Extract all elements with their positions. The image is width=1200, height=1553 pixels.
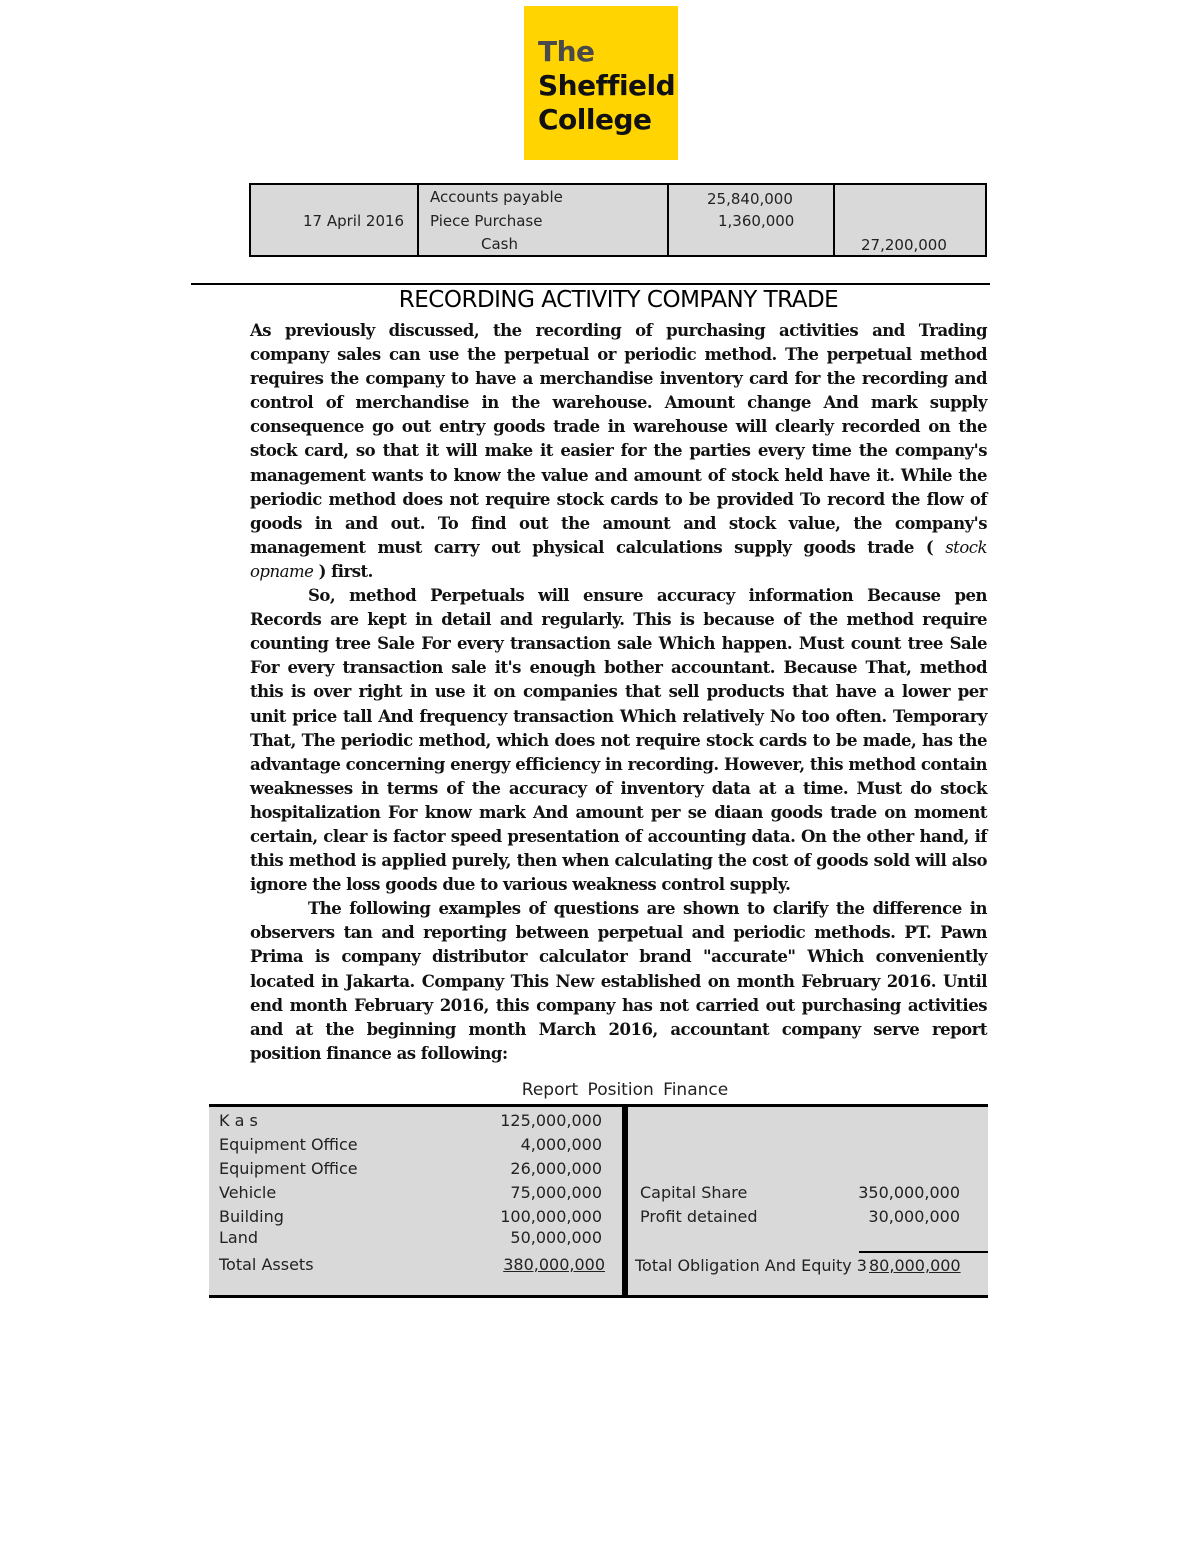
asset-label: Equipment Office: [219, 1135, 358, 1154]
finance-table-title: Report Position Finance: [521, 1080, 729, 1100]
logo-line-sheffield: Sheffield: [538, 69, 676, 102]
asset-value: 4,000,000: [520, 1135, 602, 1154]
asset-value: 26,000,000: [510, 1159, 602, 1178]
body-text: [250, 319, 987, 1066]
logo-line-college: College: [538, 103, 652, 136]
equity-label: Profit detained: [640, 1207, 758, 1226]
total-equity-value: 80,000,000: [869, 1256, 961, 1275]
asset-label: K a s: [219, 1111, 258, 1130]
journal-account: Cash: [481, 235, 518, 253]
total-equity-label: Total Obligation And Equity 3: [635, 1256, 867, 1275]
journal-debit: 25,840,000: [707, 190, 793, 208]
paragraph: So, method Perpetuals will ensure accuracy information Because pen Records are kept in detail and regularly. This is because of the method require counting tree Sale For every transaction sale Which happen. Must count tree Sale For every transaction sale it's enough bother accountant. Because That, method this is over right in use it on companies that sell products that have a lower per unit price tall And frequency transaction Which relatively No too often. Temporary That, The periodic method, which does not require stock cards to be made, has the advantage concerning energy efficiency in recording. However, this method contain weaknesses in terms of the accuracy of inventory data at a time. Must do stock hospitalization For know mark And amount per se diaan goods trade on moment certain, clear is factor speed presentation of accounting data. On the other hand, if this method is applied purely, then when calculating the cost of goods sold will also ignore the loss goods due to various weakness control supply.: [250, 586, 987, 895]
column-divider: [667, 185, 669, 255]
equity-value: 30,000,000: [868, 1207, 960, 1226]
finance-table: [209, 1104, 988, 1298]
asset-label: Equipment Office: [219, 1159, 358, 1178]
total-assets-value: 380,000,000: [503, 1255, 605, 1274]
journal-entry-table: [249, 183, 987, 257]
column-divider: [417, 185, 419, 255]
asset-label: Vehicle: [219, 1183, 277, 1202]
paragraph: The following examples of questions are shown to clarify the difference in observers tan and reporting between perpetual and periodic methods. PT. Pawn Prima is company distributor calculator brand "accurate" Which conveniently located in Jakarta. Company This New established on month February 2016. Until end month February 2016, this company has not carried out purchasing activities and at the beginning month March 2016, accountant company serve report position finance as following:: [250, 899, 987, 1063]
asset-label: Land: [219, 1228, 259, 1247]
column-divider: [622, 1107, 628, 1295]
journal-account: Accounts payable: [430, 188, 563, 206]
asset-label: Building: [219, 1207, 284, 1226]
section-heading: RECORDING ACTIVITY COMPANY TRADE: [398, 287, 839, 313]
asset-value: 75,000,000: [510, 1183, 602, 1202]
journal-date: 17 April 2016: [303, 212, 405, 230]
total-rule: [859, 1251, 988, 1253]
journal-debit: 1,360,000: [718, 212, 795, 230]
equity-label: Capital Share: [640, 1183, 748, 1202]
equity-value: 350,000,000: [858, 1183, 960, 1202]
journal-account: Piece Purchase: [430, 212, 543, 230]
journal-credit: 27,200,000: [861, 236, 947, 254]
column-divider: [833, 185, 835, 255]
paragraph: [250, 319, 987, 584]
paragraph-text: As previously discussed, the recording of purchasing activities and Trading company sales can use the perpetual or periodic method. The perpetual method requires the company to have a merchandise inventory card for the recording and control of merchandise in the warehouse. Amount change And mark supply consequence go out entry goods trade in warehouse will clearly recorded on the stock card, so that it will make it easier for the parties every time the company's management wants to know the value and amount of stock held have it. While the periodic method does not require stock cards to be provided To record the flow of goods in and out. To find out the amount and stock value, the company's management must carry out physical calculations supply goods trade (: [250, 321, 987, 557]
asset-value: 125,000,000: [500, 1111, 602, 1130]
total-assets-label: Total Assets: [219, 1255, 314, 1274]
logo-line-the: The: [538, 35, 595, 68]
italic-term: stock opname: [250, 537, 987, 581]
paragraph-text: ) first.: [318, 561, 373, 581]
asset-value: 50,000,000: [510, 1228, 602, 1247]
college-logo: [524, 6, 678, 160]
asset-value: 100,000,000: [500, 1207, 602, 1226]
